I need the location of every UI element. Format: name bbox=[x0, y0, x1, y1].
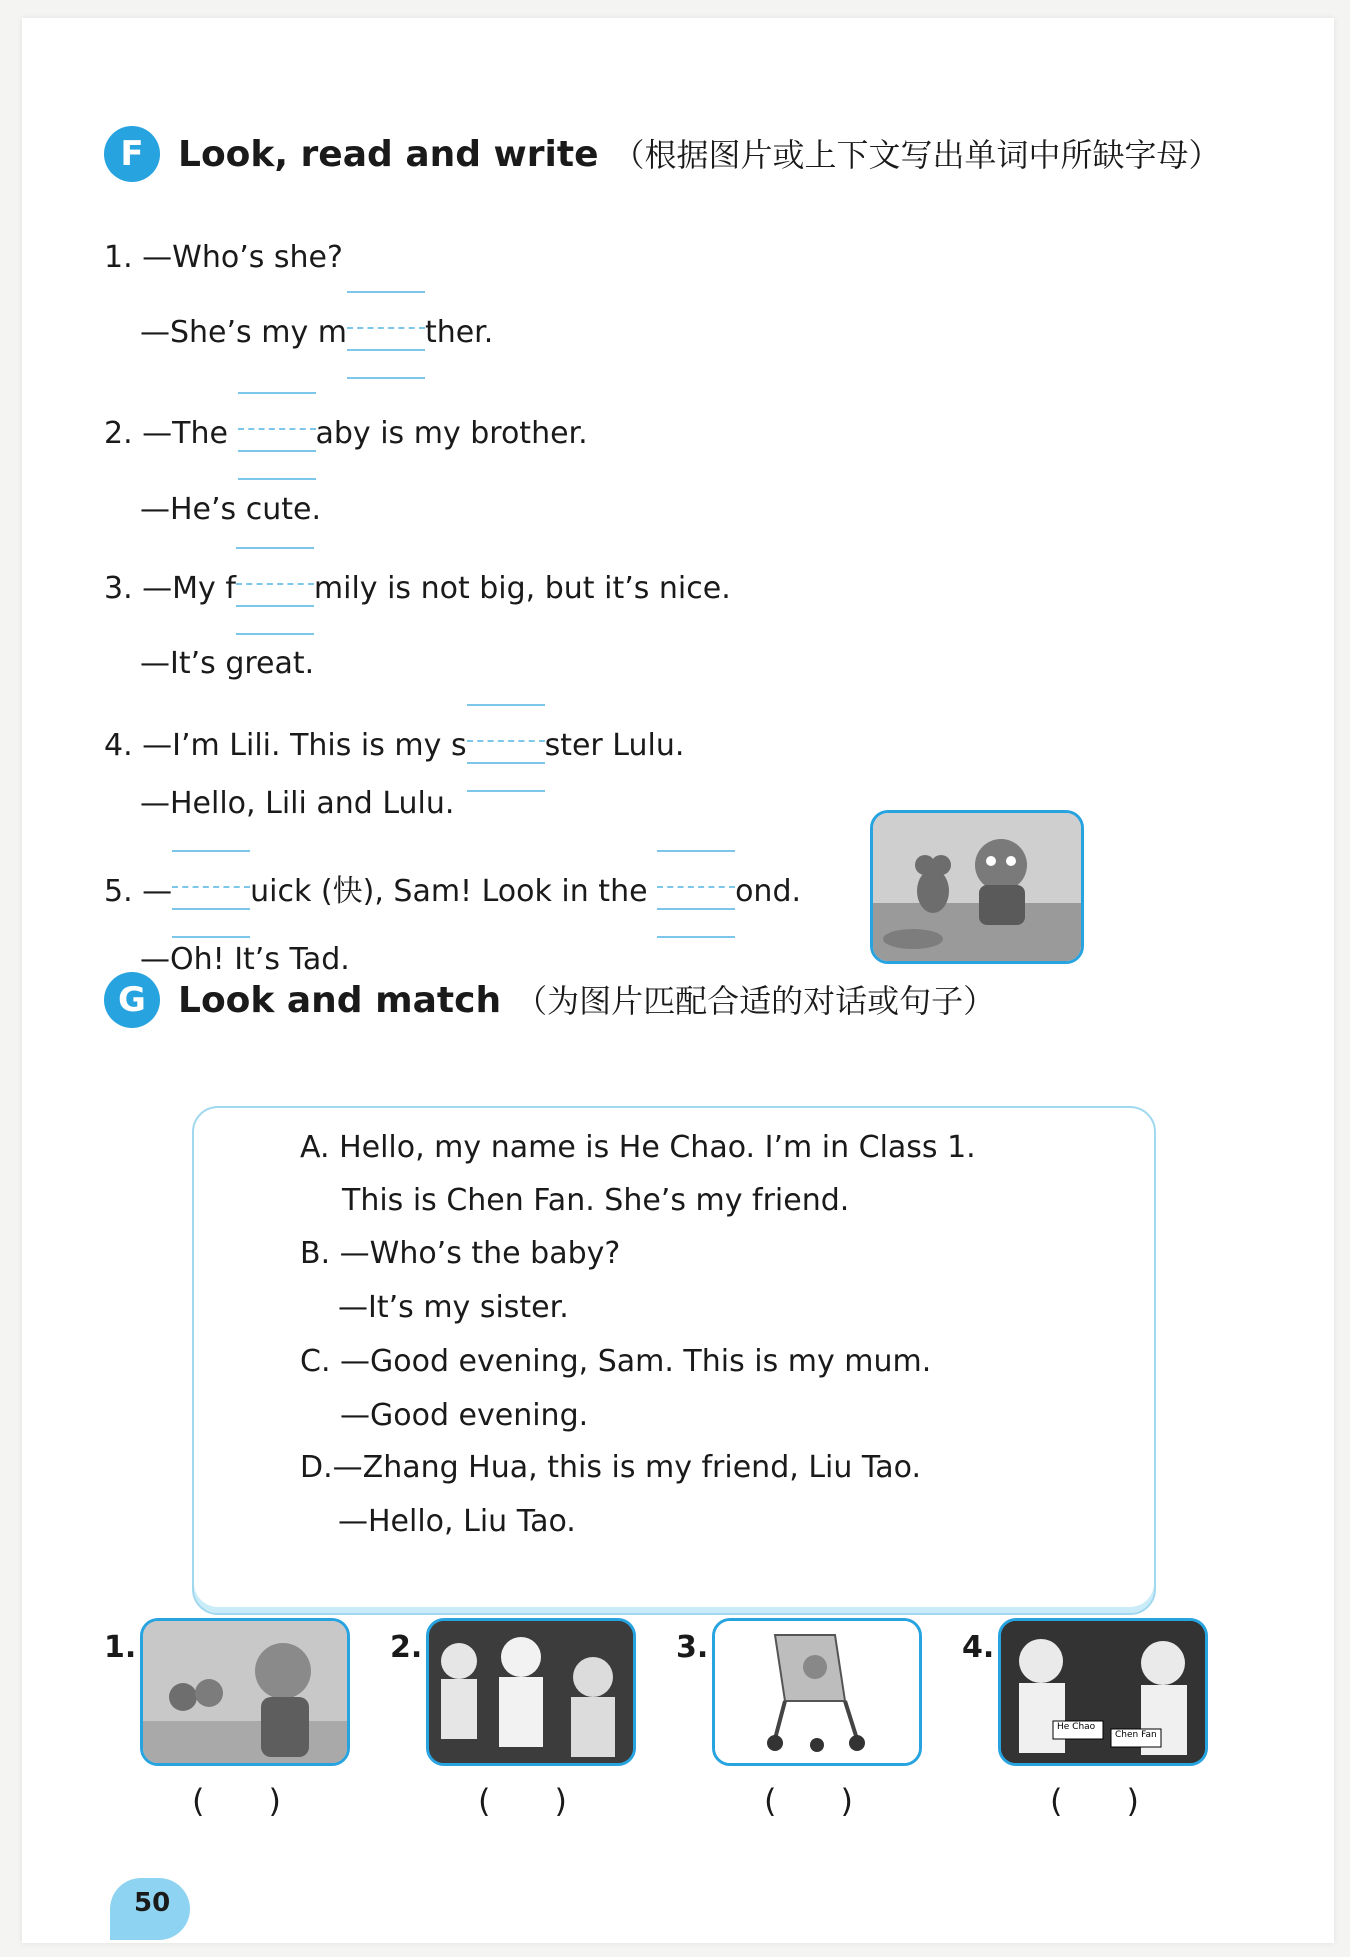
section-g-badge: G bbox=[104, 972, 160, 1028]
option-c-line-2: —Good evening. bbox=[340, 1398, 589, 1433]
section-f-title-text: Look, read and write bbox=[178, 134, 599, 175]
f-item-3-question bbox=[104, 571, 731, 607]
f-item-2-answer: —He’s cute. bbox=[140, 492, 321, 527]
f-item-2-pre: 2. —The bbox=[104, 416, 238, 451]
f-item-2-post: aby is my brother. bbox=[315, 416, 588, 451]
option-a-line-2: This is Chen Fan. She’s my friend. bbox=[342, 1183, 850, 1218]
page-number: 50 bbox=[134, 1888, 171, 1918]
f-item-3-answer: —It’s great. bbox=[140, 646, 315, 681]
f-item-1-answer bbox=[140, 315, 493, 351]
picture-3 bbox=[712, 1618, 922, 1766]
he-chao-card: He Chao bbox=[1057, 1722, 1096, 1732]
mouse-and-cat-picture bbox=[873, 813, 1081, 961]
picture-1-number: 1. bbox=[104, 1630, 137, 1665]
baby-stroller-picture bbox=[715, 1621, 919, 1763]
f-item-2-question bbox=[104, 416, 588, 452]
section-f-title bbox=[178, 130, 1221, 176]
answer-blank-1[interactable]: ( ) bbox=[192, 1782, 281, 1820]
f-item-5-mid: uick (快), Sam! Look in the bbox=[250, 874, 658, 909]
f-item-5-post: ond. bbox=[735, 874, 802, 909]
f-item-4-pre: 4. —I’m Lili. This is my s bbox=[104, 728, 467, 763]
picture-2 bbox=[426, 1618, 636, 1766]
option-d-line-1: D.—Zhang Hua, this is my friend, Liu Tao. bbox=[300, 1450, 922, 1485]
answer-blank-2[interactable]: ( ) bbox=[478, 1782, 567, 1820]
section-g-hint: （为图片匹配合适的对话或句子） bbox=[515, 982, 996, 1020]
option-b-line-2: —It’s my sister. bbox=[338, 1290, 569, 1325]
picture-2-number: 2. bbox=[390, 1630, 423, 1665]
letter-blank-3[interactable] bbox=[236, 573, 314, 607]
f-item-4-post: ster Lulu. bbox=[544, 728, 685, 763]
option-c-line-1: C. —Good evening, Sam. This is my mum. bbox=[300, 1344, 932, 1379]
letter-blank-4[interactable] bbox=[467, 730, 545, 764]
section-f-hint: （根据图片或上下文写出单词中所缺字母） bbox=[612, 136, 1221, 174]
picture-4 bbox=[998, 1618, 1208, 1766]
letter-blank-5b[interactable] bbox=[657, 876, 735, 910]
cat-and-mice-picture bbox=[143, 1621, 347, 1763]
f-item-1-question: 1. —Who’s she? bbox=[104, 240, 343, 275]
letter-blank-5a[interactable] bbox=[172, 876, 250, 910]
answer-blank-3[interactable]: ( ) bbox=[764, 1782, 853, 1820]
pond-illustration bbox=[870, 810, 1084, 964]
chen-fan-card: Chen Fan bbox=[1115, 1730, 1157, 1740]
section-f-badge: F bbox=[104, 126, 160, 182]
f-item-3-post: mily is not big, but it’s nice. bbox=[313, 571, 731, 606]
option-b-line-1: B. —Who’s the baby? bbox=[300, 1236, 621, 1271]
section-g-title bbox=[178, 976, 995, 1022]
section-g-title-text: Look and match bbox=[178, 980, 502, 1021]
answer-blank-4[interactable]: ( ) bbox=[1050, 1782, 1139, 1820]
option-d-line-2: —Hello, Liu Tao. bbox=[338, 1504, 576, 1539]
option-a-line-1: A. Hello, my name is He Chao. I’m in Class 1. bbox=[300, 1130, 976, 1165]
f-item-4-answer: —Hello, Lili and Lulu. bbox=[140, 786, 455, 821]
f-item-5-pre: 5. — bbox=[104, 874, 173, 909]
picture-4-number: 4. bbox=[962, 1630, 995, 1665]
workbook-page bbox=[22, 18, 1334, 1943]
f-item-5-question bbox=[104, 866, 801, 910]
picture-3-number: 3. bbox=[676, 1630, 709, 1665]
f-item-3-pre: 3. —My f bbox=[104, 571, 236, 606]
f-item-4-question bbox=[104, 728, 684, 764]
children-greeting-picture bbox=[429, 1621, 633, 1763]
letter-blank-1[interactable] bbox=[347, 317, 425, 351]
f-item-5-answer: —Oh! It’s Tad. bbox=[140, 942, 350, 977]
f-item-1-answer-post: ther. bbox=[424, 315, 494, 350]
f-item-1-answer-pre: —She’s my m bbox=[140, 315, 347, 350]
letter-blank-2[interactable] bbox=[238, 418, 316, 452]
picture-1 bbox=[140, 1618, 350, 1766]
two-students-with-cards-picture bbox=[1001, 1621, 1205, 1763]
